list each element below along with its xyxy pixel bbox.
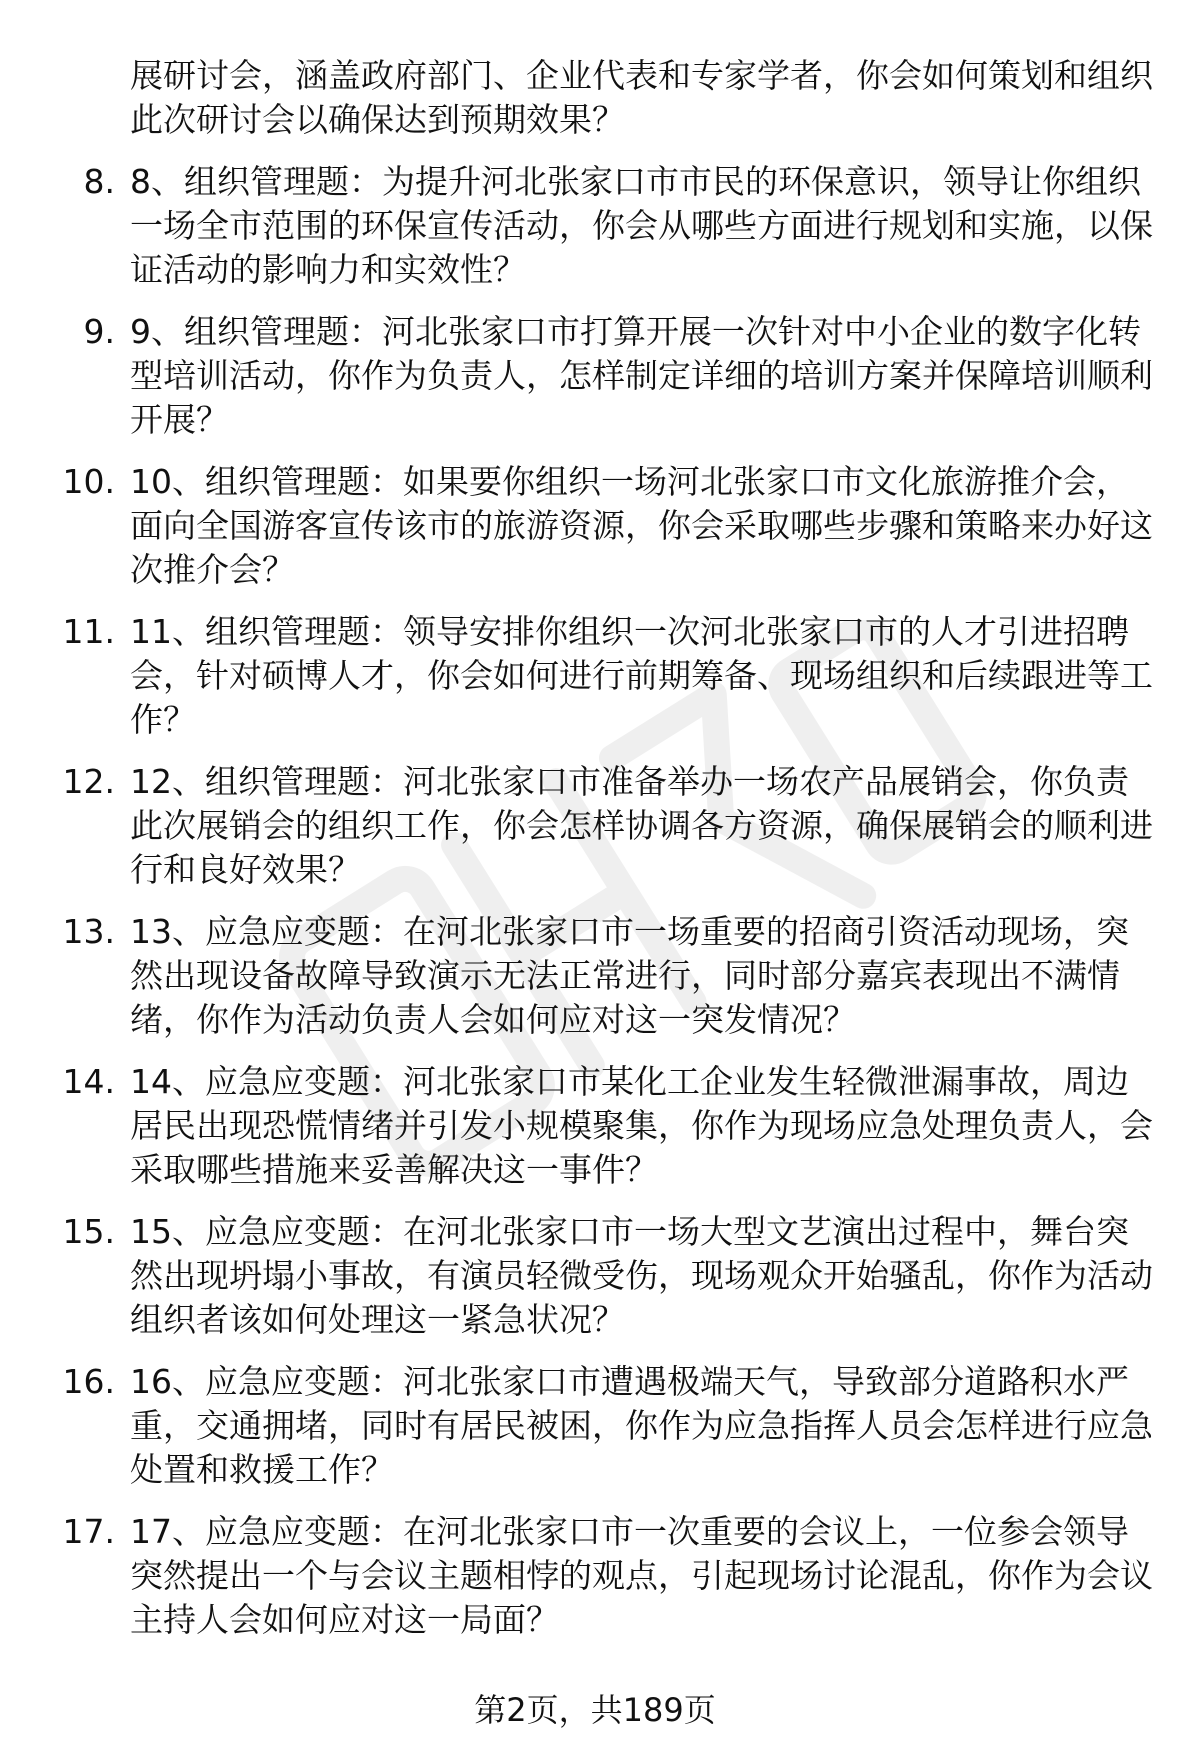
item-text: 14、应急应变题：河北张家口市某化工企业发生轻微泄漏事故，周边居民出现恐慌情绪并引发小规模聚集，你作为现场应急处理负责人，会采取哪些措施来妥善解决这一事件？ bbox=[130, 1062, 1153, 1189]
list-item bbox=[0, 1060, 1190, 1192]
item-number: 13. bbox=[62, 912, 115, 951]
continued-paragraph: 展研讨会，涵盖政府部门、企业代表和专家学者，你会如何策划和组织此次研讨会以确保达到预期效果？ bbox=[130, 56, 1153, 139]
item-number: 16. bbox=[62, 1362, 115, 1401]
list-item bbox=[0, 1510, 1190, 1642]
item-text: 10、组织管理题：如果要你组织一场河北张家口市文化旅游推介会，面向全国游客宣传该市的旅游资源，你会采取哪些步骤和策略来办好这次推介会？ bbox=[130, 462, 1153, 589]
item-text: 13、应急应变题：在河北张家口市一场重要的招商引资活动现场，突然出现设备故障导致演示无法正常进行，同时部分嘉宾表现出不满情绪，你作为活动负责人会如何应对这一突发情况？ bbox=[130, 912, 1129, 1039]
item-text: 15、应急应变题：在河北张家口市一场大型文艺演出过程中，舞台突然出现坍塌小事故，有演员轻微受伤，现场观众开始骚乱，你作为活动组织者该如何处理这一紧急状况？ bbox=[130, 1212, 1153, 1339]
item-text: 11、组织管理题：领导安排你组织一次河北张家口市的人才引进招聘会，针对硕博人才，你会如何进行前期筹备、现场组织和后续跟进等工作？ bbox=[130, 612, 1153, 739]
item-number: 15. bbox=[62, 1212, 115, 1251]
item-number: 9. bbox=[83, 312, 115, 351]
list-item bbox=[0, 760, 1190, 892]
list-item bbox=[0, 910, 1190, 1042]
list-item bbox=[0, 1210, 1190, 1342]
item-number: 8. bbox=[83, 162, 115, 201]
list-item bbox=[0, 310, 1190, 442]
item-number: 14. bbox=[62, 1062, 115, 1101]
item-text: 16、应急应变题：河北张家口市遭遇极端天气，导致部分道路积水严重，交通拥堵，同时有居民被困，你作为应急指挥人员会怎样进行应急处置和救援工作？ bbox=[130, 1362, 1153, 1489]
item-number: 10. bbox=[62, 462, 115, 501]
page-footer: 第2页，共189页 bbox=[474, 1691, 716, 1729]
item-text: 8、组织管理题：为提升河北张家口市市民的环保意识，领导让你组织一场全市范围的环保宣传活动，你会从哪些方面进行规划和实施，以保证活动的影响力和实效性？ bbox=[130, 162, 1153, 289]
list-item bbox=[0, 460, 1190, 592]
item-text: 9、组织管理题：河北张家口市打算开展一次针对中小企业的数字化转型培训活动，你作为负责人，怎样制定详细的培训方案并保障培训顺利开展？ bbox=[130, 312, 1153, 439]
list-item bbox=[0, 610, 1190, 742]
list-item bbox=[0, 1360, 1190, 1492]
question-list bbox=[0, 160, 1190, 1660]
list-item bbox=[0, 160, 1190, 292]
item-number: 11. bbox=[62, 612, 115, 651]
item-number: 17. bbox=[62, 1512, 115, 1551]
item-text: 17、应急应变题：在河北张家口市一次重要的会议上，一位参会领导突然提出一个与会议主题相悖的观点，引起现场讨论混乱，你作为会议主持人会如何应对这一局面？ bbox=[130, 1512, 1153, 1639]
item-text: 12、组织管理题：河北张家口市准备举办一场农产品展销会，你负责此次展销会的组织工作，你会怎样协调各方资源，确保展销会的顺利进行和良好效果？ bbox=[130, 762, 1153, 889]
item-number: 12. bbox=[62, 762, 115, 801]
